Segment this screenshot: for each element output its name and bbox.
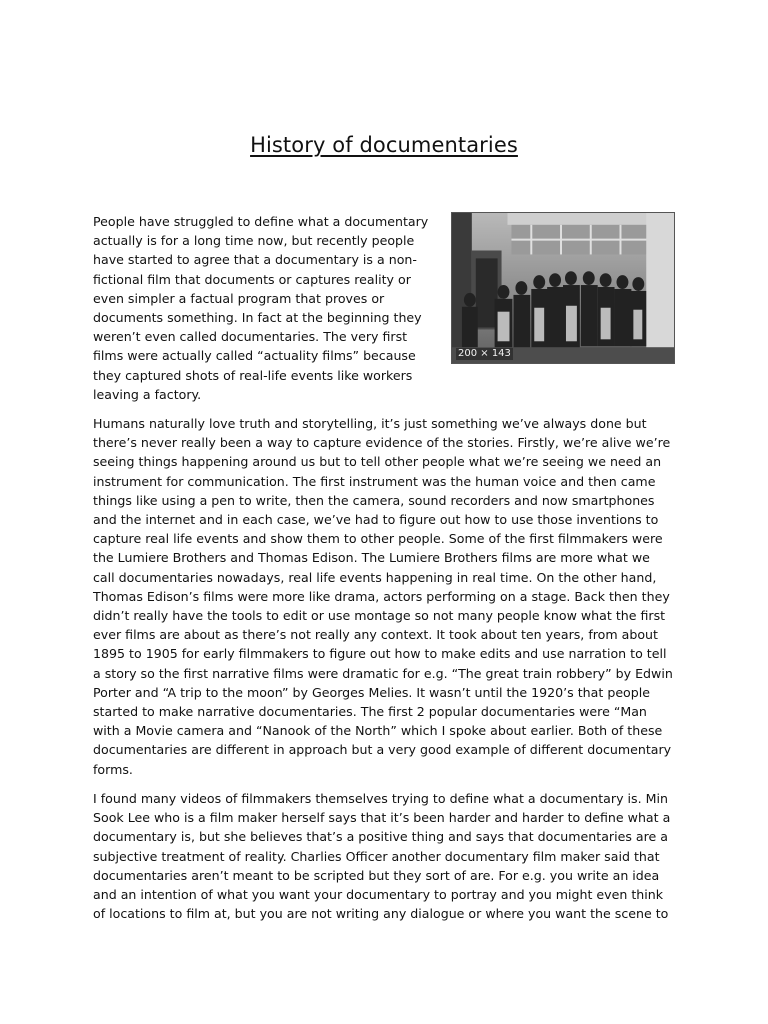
paragraph-1 (93, 212, 675, 404)
paragraph-2: Humans naturally love truth and storytelling, it’s just something we’ve always done but there’s never really been a way to capture evidence of the stories. Firstly, we’re alive we’re seeing things happening around us but to tell other people what we’re seeing we need an instrument for communication. The first instrument was the human voice and then came things like using a pen to write, then the camera, sound recorders and now smartphones and the internet and in each case, we’ve had to figure out how to use those inventions to capture real life events and show them to other people. Some of the first filmmakers were the Lumiere Brothers and Thomas Edison. The Lumiere Brothers films are more what we call documentaries nowadays, real life events happening in real time. On the other hand, Thomas Edison’s films were more like drama, actors performing on a stage. Back then they didn’t really have the tools to edit or use montage so not many people know what the first ever films are about as there’s not really any context. It took about ten years, from about 1895 to 1905 for early filmmakers to figure out how to make edits and use narration to tell a story so the first narrative films were dramatic for e.g. “The great train robbery” by Edwin Porter and “A trip to the moon” by Georges Melies. It wasn’t until the 1920’s that people started to make narrative documentaries. The first 2 popular documentaries were “Man with a Movie camera and “Nanook of the North” which I spoke about earlier. Both of these documentaries are different in approach but a very good example of different documentary forms. (93, 416, 673, 777)
workers-leaving-factory-photo (451, 212, 675, 364)
paragraph-1-text: People have struggled to define what a documentary actually is for a long time now, but recently people have started to agree that a documentary is a non-fictional film that documents or captures reality or even simpler a factual program that proves or documents something. In fact at the beginning they weren’t even called documentaries. The very first films were actually called “actuality films” because they captured shots of real-life events like workers leaving a factory. (93, 214, 429, 402)
document-body (93, 212, 675, 933)
document-title: History of documentaries (250, 133, 518, 157)
image-dimension-label: 200 × 143 (458, 348, 511, 359)
photo-illustration (452, 213, 674, 363)
paragraph-3: I found many videos of filmmakers themselves trying to define what a documentary is. Min Sook Lee who is a film maker herself says that it’s been harder and harder to define what a documentary is, but she believes that’s a positive thing and says that documentaries are a subjective treatment of reality. Charlies Officer another documentary film maker said that documentaries aren’t meant to be scripted but they sort of are. For e.g. you write an idea and an intention of what you want your documentary to portray and you might even think of locations to film at, but you are not writing any dialogue or where you want the scene to (93, 790, 671, 922)
